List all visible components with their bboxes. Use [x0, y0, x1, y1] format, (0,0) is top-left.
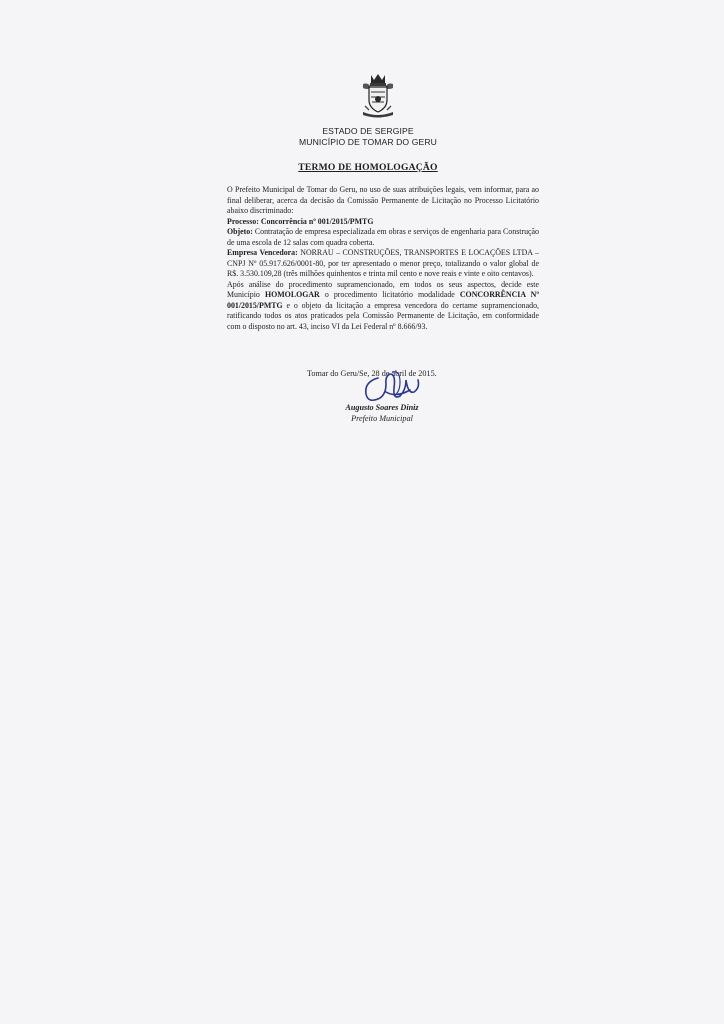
winner-line	[227, 248, 539, 280]
winner-label: Empresa Vencedora:	[227, 248, 298, 257]
object-value: Contratação de empresa especializada em obras e serviços de engenharia para Construção de uma escola de 12 salas com quadra coberta.	[227, 227, 539, 247]
municipal-coat-of-arms-icon	[359, 72, 397, 120]
winner-value: NORRAU – CONSTRUÇÕES, TRANSPORTES E LOCAÇÕES LTDA – CNPJ Nº 05.917.626/0001-80, por ter apresentado o menor preço, totalizando o valor global de R$. 3.530.109,28 (três milhões quinhentos e trinta mil cento e nove reais e vinte e oito centavos).	[227, 248, 539, 278]
object-label: Objeto:	[227, 227, 253, 236]
process-value: Concorrência nº 001/2015/PMTG	[260, 216, 374, 226]
conclusion-paragraph	[227, 280, 539, 333]
document-title: TERMO DE HOMOLOGAÇÃO	[298, 162, 438, 173]
place-and-date: Tomar do Geru/Se, 28 de abril de 2015.	[307, 369, 437, 378]
document-body	[227, 185, 539, 332]
conclusion-text-1: Após análise do procedimento supramencionado, em todos os seus aspectos, decide este Município	[227, 279, 539, 299]
signer-name: Augusto Soares Diniz	[345, 403, 419, 412]
state-heading: ESTADO DE SERGIPE	[322, 126, 414, 136]
process-line	[227, 217, 539, 228]
object-line	[227, 227, 539, 248]
intro-paragraph: O Prefeito Municipal de Tomar do Geru, no uso de suas atribuições legais, vem informar, para ao final deliberar, acerca da decisão da Comissão Permanente de Licitação no Processo Licitatório abaixo discriminado:	[227, 185, 539, 215]
municipality-heading: MUNICÍPIO DE TOMAR DO GERU	[299, 137, 437, 147]
homologar-keyword: HOMOLOGAR	[264, 290, 320, 299]
process-label: Processo:	[227, 216, 259, 226]
signer-role: Prefeito Municipal	[351, 414, 413, 423]
conclusion-text-2: o procedimento licitatório modalidade	[324, 290, 455, 299]
concorrencia-reference: CONCORRÊNCIA Nº 001/2015/PMTG	[227, 290, 539, 310]
conclusion-text-3: e o objeto da licitação a empresa vencedora do certame supramencionado, ratificando todos os atos praticados pela Comissão Permanente de Licitação, em conformidade com o disposto no art. 43, inciso VI da Lei Federal nº 8.666/93.	[227, 300, 539, 331]
